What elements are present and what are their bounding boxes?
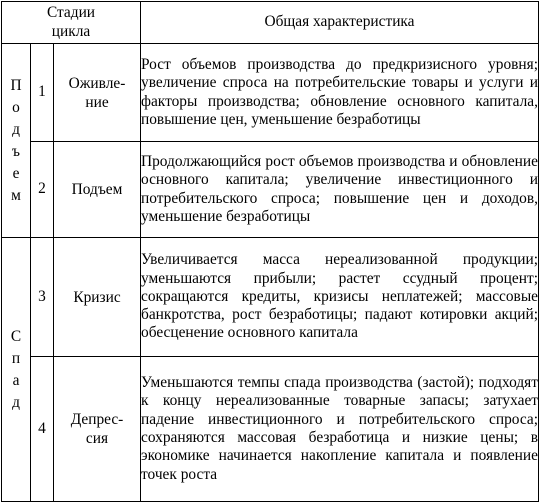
stage-name-cell [54,357,141,502]
stage-number: 1 [31,44,54,142]
stage-name-cell [54,142,141,238]
phase-decline-label: Спад [10,327,22,411]
stage-name-line1: Оживле- [68,74,126,92]
stage-name-line1: Подъем [71,181,123,198]
stage-description: Уменьшаются темпы спада производства (застой); подходят к концу нереализованные товарные запасы; затухает падение инвестиционного и потребительского спроса; сохраняются массовая безработица и низкие цены; в экономике начинается накопление капитала и появление точек роста [141,357,539,502]
phase-rise-cell [2,44,31,238]
header-characteristic: Общая характеристика [264,13,415,31]
business-cycle-table [1,1,539,502]
stage-description: Продолжающийся рост объемов производства и обновление основного капитала; увеличение инвестиционного и потребительского спроса; повышение цен и доходов, уменьшение безработицы [141,142,539,238]
table-row [2,142,539,238]
stage-name-line2: сия [85,430,109,447]
stage-description: Увеличивается масса нереализованной продукции; уменьшаются прибыли; растет ссудный процент; сокращаются кредиты, кризисы неплатежей; массовые банкротства, рост безработицы; падают котировки акций; обесценение основного капитала [141,238,539,357]
header-stage-line2: цикла [51,22,91,40]
phase-rise-label: Подъем [10,76,22,204]
table-row [2,357,539,502]
table-row [2,238,539,357]
table-header-row [2,2,539,44]
stage-name-cell [54,238,141,357]
header-characteristic-cell [141,2,539,44]
stage-name-line2: ние [85,93,109,111]
stage-number: 4 [31,357,54,502]
stage-description: Рост объемов производства до предкризисного уровня; увеличение спроса на потребительские товары и услуги и факторы производства; обновление основного капитала, повышение цен, уменьшение безработицы [141,44,539,142]
table-row [2,44,539,142]
phase-decline-cell [2,238,31,502]
stage-name-cell [54,44,141,142]
header-stage-line1: Стадии [46,4,96,22]
stage-name-line1: Депрес- [70,411,124,428]
stage-number: 3 [31,238,54,357]
header-stage-cell [2,2,141,44]
stage-name-line1: Кризис [73,288,121,306]
stage-number: 2 [31,142,54,238]
